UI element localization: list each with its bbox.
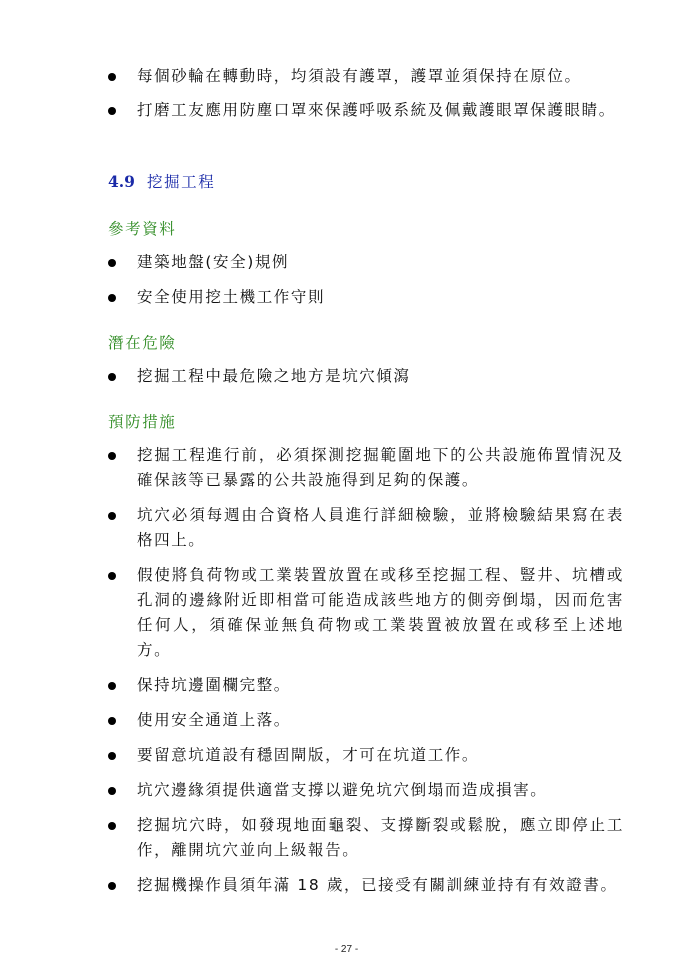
list-item-text: 挖掘工程進行前，必須探測挖掘範圍地下的公共設施佈置情況及確保該等已暴露的公共設施得到足夠的保護。 <box>137 446 624 489</box>
bullet-icon <box>108 452 116 460</box>
list-item <box>108 64 624 89</box>
list-item <box>108 563 624 663</box>
references-list <box>108 250 624 310</box>
bullet-icon <box>108 107 116 115</box>
list-item <box>108 743 624 768</box>
list-item-text: 保持坑邊圍欄完整。 <box>137 676 291 694</box>
hazards-heading: 潛在危險 <box>108 334 177 352</box>
list-item-text: 使用安全通道上落。 <box>137 711 291 729</box>
list-item <box>108 285 624 310</box>
bullet-icon <box>108 787 116 795</box>
list-item-text: 安全使用挖土機工作守則 <box>137 288 326 306</box>
list-item <box>108 813 624 863</box>
section-number: 4.9 <box>108 172 135 191</box>
list-item <box>108 443 624 493</box>
section-heading <box>108 170 215 192</box>
precautions-heading: 預防措施 <box>108 413 177 431</box>
list-item-text: 假使將負荷物或工業裝置放置在或移至挖掘工程、豎井、坑槽或孔洞的邊緣附近即相當可能造成該些地方的側旁倒塌，因而危害任何人，須確保並無負荷物或工業裝置被放置在或移至上述地方。 <box>137 566 624 659</box>
list-item-text: 坑穴必須每週由合資格人員進行詳細檢驗，並將檢驗結果寫在表格四上。 <box>137 506 624 549</box>
list-item <box>108 708 624 733</box>
list-item-text: 每個砂輪在轉動時，均須設有護罩，護罩並須保持在原位。 <box>137 67 582 85</box>
list-item-text: 挖掘機操作員須年滿 18 歲，已接受有關訓練並持有有效證書。 <box>137 876 618 894</box>
bullet-icon <box>108 882 116 890</box>
list-item-text: 挖掘工程中最危險之地方是坑穴傾瀉 <box>137 367 411 385</box>
list-item <box>108 250 624 275</box>
list-item-text: 建築地盤(安全)規例 <box>137 253 290 271</box>
bullet-icon <box>108 822 116 830</box>
top-bullet-list <box>108 64 624 123</box>
bullet-icon <box>108 752 116 760</box>
list-item <box>108 778 624 803</box>
list-item-text: 挖掘坑穴時，如發現地面龜裂、支撐斷裂或鬆脫，應立即停止工作，離開坑穴並向上級報告。 <box>137 816 624 859</box>
page-number: - 27 - <box>334 944 359 955</box>
hazards-list <box>108 364 624 389</box>
list-item-text: 要留意坑道設有穩固閘版，才可在坑道工作。 <box>137 746 480 764</box>
list-item <box>108 673 624 698</box>
bullet-icon <box>108 572 116 580</box>
list-item <box>108 873 624 898</box>
bullet-icon <box>108 717 116 725</box>
list-item-text: 打磨工友應用防塵口罩來保護呼吸系統及佩戴護眼罩保護眼睛。 <box>137 101 616 119</box>
bullet-icon <box>108 512 116 520</box>
references-heading: 參考資料 <box>108 220 177 238</box>
bullet-icon <box>108 259 116 267</box>
list-item-text: 坑穴邊緣須提供適當支撐以避免坑穴倒塌而造成損害。 <box>137 781 548 799</box>
list-item <box>108 364 624 389</box>
bullet-icon <box>108 73 116 81</box>
list-item <box>108 503 624 553</box>
section-title: 挖掘工程 <box>146 173 216 191</box>
bullet-icon <box>108 682 116 690</box>
bullet-icon <box>108 294 116 302</box>
list-item <box>108 98 624 123</box>
precautions-list <box>108 443 624 898</box>
bullet-icon <box>108 373 116 381</box>
